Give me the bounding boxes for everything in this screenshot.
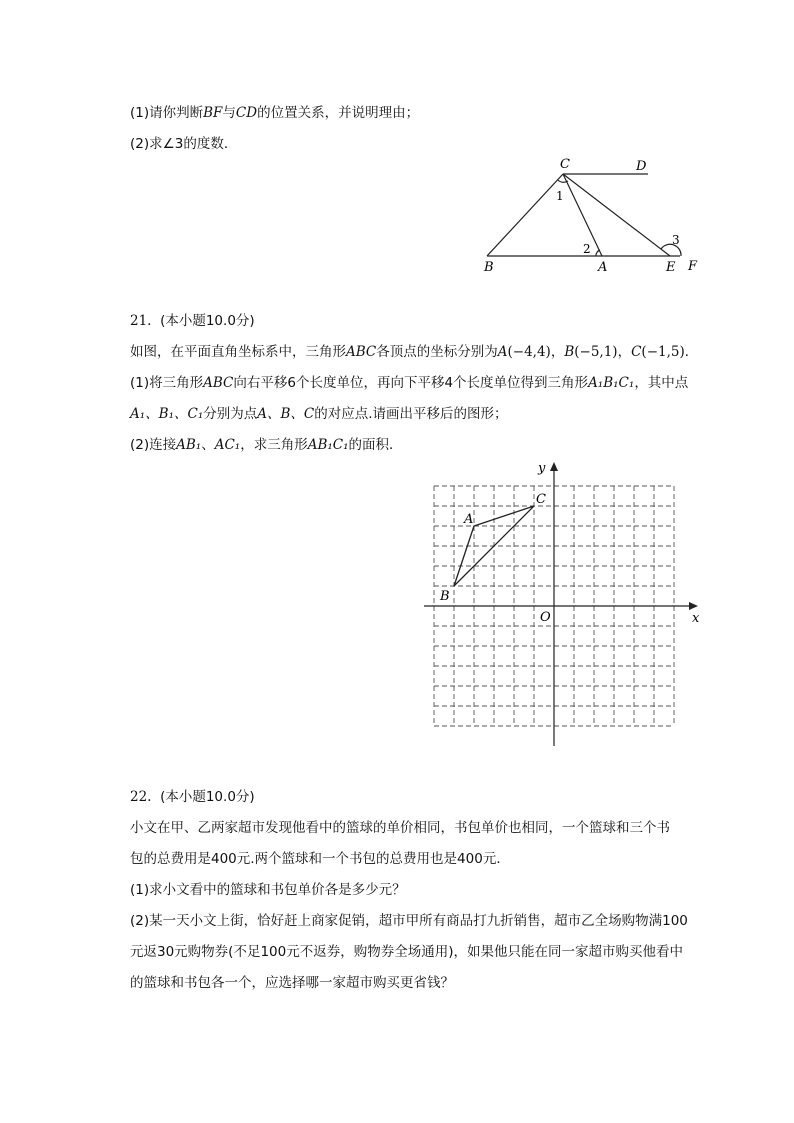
- label-angle-3: 3: [672, 233, 680, 247]
- label-angle-1: 1: [556, 189, 564, 203]
- label-c: C: [560, 157, 570, 172]
- x-axis-arrow: [689, 602, 698, 610]
- q21-coord-b: (−5,1): [574, 344, 618, 360]
- y-axis-arrow: [550, 462, 558, 471]
- segment-ce: [563, 174, 670, 256]
- q21-p1-points-new: A₁、B₁、C₁: [130, 406, 204, 422]
- q21-intro-text: 如图，在平面直角坐标系中，三角形: [130, 344, 346, 360]
- q21-p1-text: (1)将三角形: [130, 375, 204, 391]
- q20-var-cd: CD: [235, 105, 258, 121]
- label-angle-2: 2: [583, 242, 591, 256]
- q21-number: 21.: [130, 313, 152, 329]
- point-label-a: A: [464, 512, 474, 527]
- q21-coord-a: (−4,4): [507, 344, 551, 360]
- segment-cb: [487, 174, 563, 256]
- q22-number: 22.: [130, 789, 152, 805]
- q21-part1-line1: [130, 373, 688, 393]
- q21-intro: [130, 342, 698, 362]
- q21-p1-text2: 向右平移6个长度单位，再向下平移4个长度单位得到三角形: [233, 375, 589, 391]
- y-axis-label: y: [538, 461, 546, 476]
- q21-intro-end: ．: [684, 344, 699, 360]
- label-d: D: [636, 159, 647, 174]
- q21-p2-ab1: AB₁: [176, 437, 202, 453]
- label-f: F: [688, 259, 698, 274]
- q21-intro-mid: 各顶点的坐标分别为: [376, 344, 498, 360]
- q21-sep2: ，: [617, 344, 632, 360]
- point-label-b: B: [440, 589, 450, 604]
- q22-header: [130, 787, 255, 807]
- q21-p1-abc: ABC: [203, 375, 234, 391]
- origin-label: O: [540, 610, 551, 625]
- q21-p1-line2-text: 分别为点: [203, 406, 258, 422]
- q20-part1-text: (1)请你判断: [130, 105, 204, 121]
- q22-line1: 小文在甲、乙两家超市发现他看中的篮球的单价相同，书包单价也相同，一个篮球和三个书: [130, 820, 670, 836]
- x-axis-label: x: [692, 611, 700, 626]
- q20-part1-suffix: 的位置关系，并说明理由；: [257, 105, 420, 121]
- q21-p1-a1b1c1: A₁B₁C₁: [588, 375, 635, 391]
- q21-part1-line2: [130, 404, 508, 424]
- q22-line2: 包的总费用是400元.两个篮球和一个书包的总费用也是400元．: [130, 851, 510, 867]
- axes: [424, 462, 698, 746]
- q21-p1-line2-end: 的对应点.请画出平移后的图形；: [314, 406, 508, 422]
- label-e: E: [666, 260, 676, 275]
- q22-score: (本小题10.0分): [160, 789, 255, 805]
- q21-p2-text2: ，求三角形: [240, 437, 308, 453]
- q21-p1-points-orig: A、B、C: [257, 406, 315, 422]
- q21-score: (本小题10.0分): [160, 313, 255, 329]
- q21-header: [130, 311, 255, 331]
- q21-p2-end: 的面积．: [348, 437, 403, 453]
- q21-p2-triangle: AB₁C₁: [307, 437, 349, 453]
- q21-p2-text: (2)连接: [130, 437, 177, 453]
- q20-var-bf: BF: [203, 105, 223, 121]
- q21-p1-text3: ，其中点: [634, 375, 689, 391]
- q21-point-c: C: [631, 344, 642, 360]
- q20-part2: (2)求∠3的度数．: [130, 136, 238, 152]
- q21-p2-sep: 、: [201, 437, 215, 453]
- triangle-abc: [439, 492, 546, 604]
- q21-p2-ac1: AC₁: [214, 437, 241, 453]
- q22-part2-line2: 元返30元购物券(不足100元不返券，购物券全场通用)，如果他只能在同一家超市购买他看中: [130, 944, 683, 960]
- q21-point-b: B: [564, 344, 575, 360]
- q21-var-abc: ABC: [346, 344, 377, 360]
- q20-part1-mid: 与: [222, 105, 236, 121]
- q22-part2-line3: 的篮球和书包各一个，应选择哪一家超市购买更省钱？: [130, 975, 454, 991]
- label-b: B: [484, 260, 494, 275]
- q21-coord-c: (−1,5): [641, 344, 685, 360]
- point-label-c: C: [536, 492, 546, 507]
- q20-part1: [130, 103, 419, 123]
- q21-point-a: A: [497, 344, 508, 360]
- label-a: A: [598, 260, 608, 275]
- q21-coordinate-grid: [420, 458, 710, 753]
- q20-figure: [470, 150, 710, 280]
- q22-part1: (1)求小文看中的篮球和书包单价各是多少元？: [130, 882, 406, 898]
- q22-part2-line1: (2)某一天小文上街，恰好赶上商家促销，超市甲所有商品打九折销售，超市乙全场购物满100: [130, 913, 688, 929]
- q21-sep1: ，: [550, 344, 565, 360]
- q21-part2: [130, 435, 403, 455]
